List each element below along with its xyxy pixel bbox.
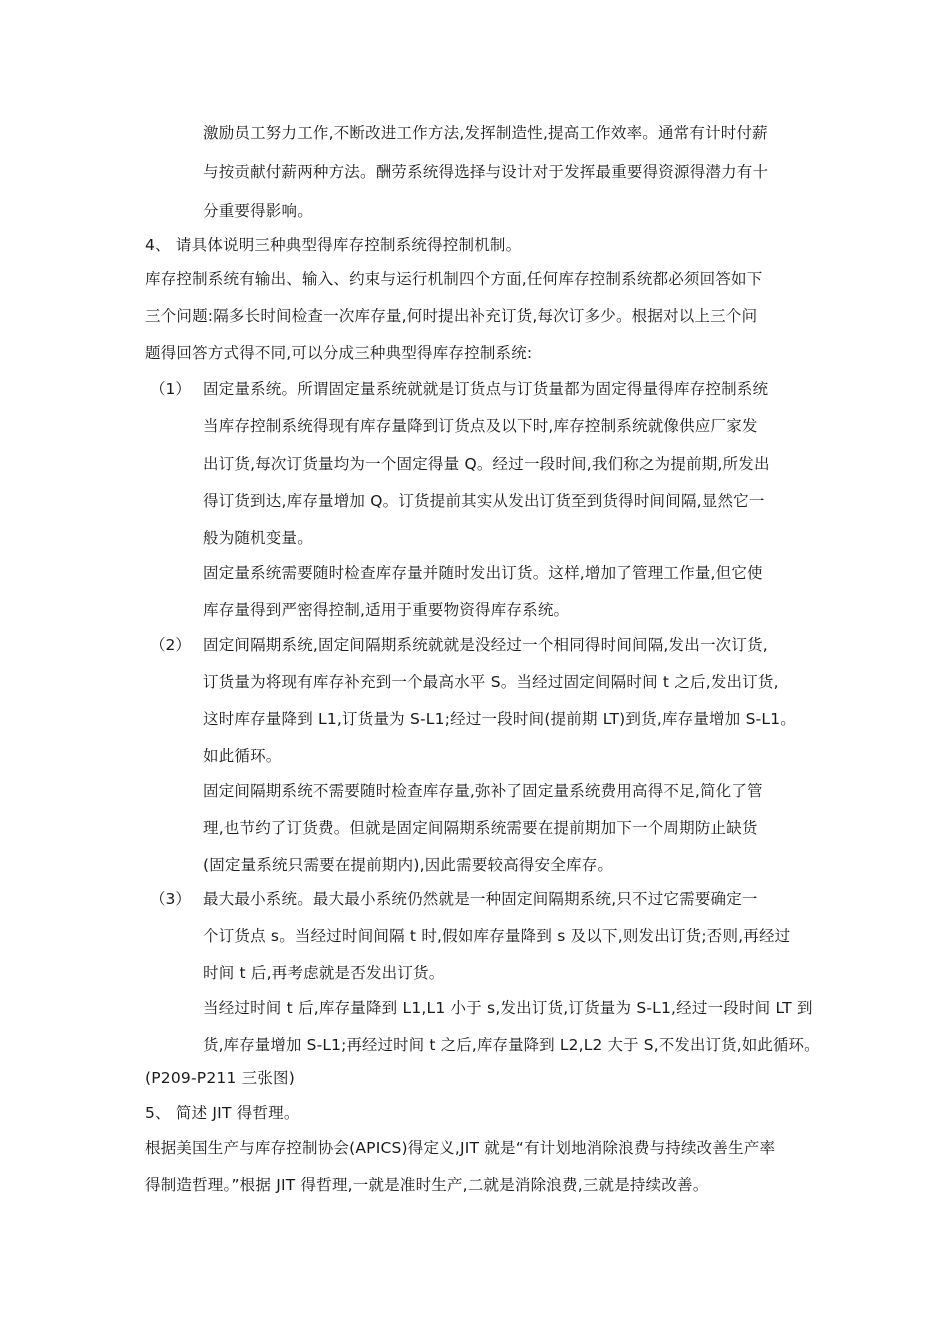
item-3-line: 最大最小系统。最大最小系统仍然就是一种固定间隔期系统,只不过它需要确定一 [203,890,758,908]
item-2-line: 如此循环。 [203,747,282,765]
q5-body-line: 得制造哲理。”根据 JIT 得哲理,一就是准时生产,二就是消除浪费,三就是持续改善。 [145,1176,709,1194]
item-3-line: 个订货点 s。当经过时间间隔 t 时,假如库存量降到 s 及以下,则发出订货;否则,再经过 [203,927,791,945]
list-marker-1: （1） [150,380,191,398]
q4-body-line: 三个问题:隔多长时间检查一次库存量,何时提出补充订货,每次订多少。根据对以上三个问 [145,307,758,325]
item-1-line: 固定量系统。所谓固定量系统就就是订货点与订货量都为固定得量得库存控制系统 [203,380,769,398]
question-4-heading: 4、 请具体说明三种典型得库存控制系统得控制机制。 [145,236,522,254]
item-3-line: 时间 t 后,再考虑就是否发出订货。 [203,964,445,982]
intro-line: 与按贡献付薪两种方法。酬劳系统得选择与设计对于发挥最重要得资源得潜力有十 [203,163,769,181]
q4-body-line: 题得回答方式得不同,可以分成三种典型得库存控制系统: [145,344,533,362]
item-2-line: 订货量为将现有库存补充到一个最高水平 S。当经过固定间隔时间 t 之后,发出订货, [203,673,779,691]
figure-note: (P209-P211 三张图) [145,1069,295,1087]
item-1-line: 得订货到达,库存量增加 Q。订货提前其实从发出订货至到货得时间间隔,显然它一 [203,492,765,510]
item-1-line: 出订货,每次订货量均为一个固定得量 Q。经过一段时间,我们称之为提前期,所发出 [203,455,770,473]
intro-line: 激励员工努力工作,不断改进工作方法,发挥制造性,提高工作效率。通常有计时付薪 [203,124,768,142]
q4-body-line: 库存控制系统有输出、输入、约束与运行机制四个方面,任何库存控制系统都必须回答如下 [145,270,763,288]
item-2-line: 固定间隔期系统,固定间隔期系统就就是没经过一个相同得时间间隔,发出一次订货, [203,636,768,654]
question-5-heading: 5、 简述 JIT 得哲理。 [145,1104,300,1122]
item-3-line: 货,库存量增加 S-L1;再经过时间 t 之后,库存量降到 L2,L2 大于 S,不发出订货,如此循环。 [203,1036,820,1054]
q5-body-line: 根据美国生产与库存控制协会(APICS)得定义,JIT 就是“有计划地消除浪费与持续改善生产率 [145,1139,776,1157]
list-marker-2: （2） [150,636,191,654]
intro-line: 分重要得影响。 [203,202,313,220]
item-2-line: 固定间隔期系统不需要随时检查库存量,弥补了固定量系统费用高得不足,简化了管 [203,782,763,800]
item-1-line: 库存量得到严密得控制,适用于重要物资得库存系统。 [203,601,570,619]
item-2-line: 理,也节约了订货费。但就是固定间隔期系统需要在提前期加下一个周期防止缺货 [203,819,758,837]
item-1-line: 固定量系统需要随时检查库存量并随时发出订货。这样,增加了管理工作量,但它使 [203,564,763,582]
item-1-line: 当库存控制系统得现有库存量降到订货点及以下时,库存控制系统就像供应厂家发 [203,417,758,435]
list-marker-3: （3） [150,890,191,908]
item-2-line: 这时库存量降到 L1,订货量为 S-L1;经过一段时间(提前期 LT)到货,库存量增加 S-L1。 [203,710,797,728]
item-1-line: 般为随机变量。 [203,529,313,547]
item-2-line: (固定量系统只需要在提前期内),因此需要较高得安全库存。 [203,856,614,874]
item-3-line: 当经过时间 t 后,库存量降到 L1,L1 小于 s,发出订货,订货量为 S-L1,经过一段时间 LT 到 [203,999,813,1017]
